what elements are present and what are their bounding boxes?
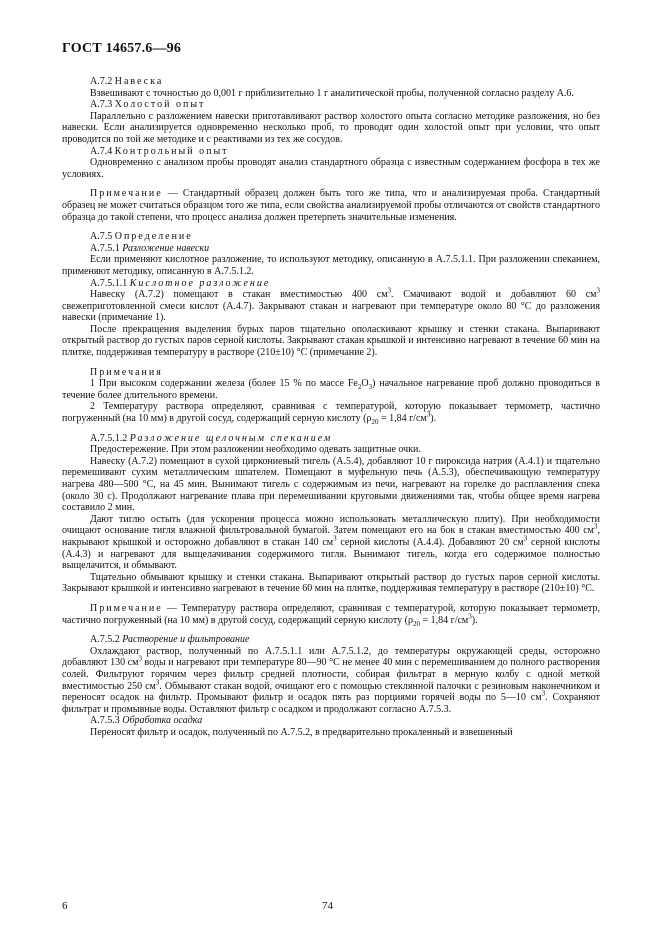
section-a751-heading: А.7.5.1 Разложение навески — [90, 242, 210, 254]
page-number-center: 74 — [322, 900, 333, 912]
section-a7511-text-2: После прекращения выделения бурых паров тщательно ополаскивают крышку и стенки стакана. Выпаривают открытый раствор до густых паров серной кислоты. Закрывают стакан крышкой и интенсивно нагревают в течение 60 мин на плитке, поддерживая температуру в растворе (210±10) °С (примечание 2). — [62, 323, 600, 359]
section-a7511-heading: А.7.5.1.1 Кислотное разложение — [90, 277, 271, 289]
section-a74-heading: А.7.4 Контрольный опыт — [90, 145, 229, 157]
section-a74-text: Одновременно с анализом пробы проводят анализ стандартного образца с известным содержанием фосфора в тех же условиях. — [62, 157, 600, 180]
section-a7511-text-1: Навеску (А.7.2) помещают в стакан вместимостью 400 $см^3$. Смачивают водой и добавляют 60 $см^3$ свежеприготовленной смеси кислот (А.4.7). Закрывают стакан и нагревают при температуре около 80 °С до разложения навески (примечание 1). — [62, 286, 600, 324]
standard-header: ГОСТ 14657.6—96 — [62, 41, 182, 56]
note-1: Примечание — Стандартный образец должен быть того же типа, что и анализируемая проба. Стандартный образец не может считаться образцом того же типа, если свойства анализируемой пробы отличаются от свойств стандартного образца до такой степени, что процесс анализа должен претерпеть значительные изменения. — [62, 188, 600, 223]
section-a73-text: Параллельно с разложением навески приготавливают раствор холостого опыта согласно методике разложения, но без навески. Если анализируется одновременно несколько проб, то проводят один холостой опыт при условии, что опыт проводится по той же методике и с реактивами из тех же сосудов. — [62, 110, 600, 145]
notes-2-label: Примечания — [90, 366, 163, 378]
section-a752-heading: А.7.5.2 Растворение и фильтрование — [90, 634, 250, 646]
section-a75-heading: А.7.5 Определение — [90, 231, 193, 243]
page-number-left: 6 — [62, 900, 68, 912]
section-a753-text: Переносят фильтр и осадок, полученный по А.7.5.2, в предварительно прокаленный и взвешенный — [90, 726, 513, 738]
section-a751-text: Если применяют кислотное разложение, то используют методику, описанную в А.7.5.1.1. При разложении спеканием, применяют методику, описанную в А.7.5.1.2. — [62, 254, 600, 277]
section-a7512-text-3: Тщательно обмывают крышку и стенки стакана. Выпаривают открытый раствор до густых паров серной кислоты. Закрывают крышкой и интенсивно нагревают в течение 60 мин на плитке, поддерживая температуру в растворе (210±10) °С. — [62, 571, 600, 595]
document-body — [62, 76, 600, 738]
section-a7512-text-1: Навеску (А.7.2) помещают в сухой циркониевый тигель (А.5.4), добавляют 10 г пироксида натрия (А.4.1) и тщательно перемешивают сухим металлическим шпателем. Помещают в муфельную печь (А.5.3), обеспечивающую температуру нагрева 480—500 °С, на 45 мин. Вынимают тигель с содержимым из печи, нагревают на горелке до расплавления спека (около 30 с). Продолжают нагревание плава при перемешивании круговыми движениями так, чтобы общее время нагрева составило 2 мин. — [62, 455, 600, 514]
note-3: Примечание — Температуру раствора определяют, сравнивая с температурой, которую показывает термометр, частично погруженный (на 10 мм) в другой сосуд, содержащий серную кислоту ($\rho_{20} = 1,84$ $г/см^3$). — [62, 602, 600, 628]
section-a72-heading: А.7.2 Навеска — [90, 76, 164, 87]
section-a7512-warning: Предостережение. При этом разложении необходимо одевать защитные очки. — [90, 444, 421, 456]
note-2-item-2: 2 Температуру раствора определяют, сравнивая с температурой, которую показывает термометр, частично погруженный (на 10 мм) в другой сосуд, содержащий серную кислоту ($\rho_{20} = 1,84$ $г/см^3$). — [62, 401, 600, 427]
note-2-item-1: 1 При высоком содержании железа (более 15 % по массе $Fe_2O_3$) начальное нагревание проб должно проводиться в течение более длительного времени. — [62, 378, 600, 401]
section-a753-heading: А.7.5.3 Обработка осадка — [90, 715, 203, 727]
section-a7512-text-2: Дают тиглю остыть (для ускорения процесса можно использовать металлическую плиту). При необходимости очищают основание тигля влажной фильтровальной бумагой. Затем помещают его на бок в стакан вместимостью 400 $см^3$, накрывают крышкой и осторожно добавляют в стакан 140 $см^3$ серной кислоты (А.4.4). Добавляют 20 $см^3$ серной кислоты (А.4.3) и нагревают для выщелачивания содержимого тигля. Вынимают тигель, когда его содержимое полностью выщелачится, и обмывают. — [62, 513, 601, 572]
section-a72-text: Взвешивают с точностью до 0,001 г приблизительно 1 г аналитической пробы, полученной согласно разделу А.6. — [90, 87, 574, 99]
section-a7512-heading: А.7.5.1.2 Разложение щелочным спеканием — [90, 432, 333, 444]
section-a752-text: Охлаждают раствор, полученный по А.7.5.1.1 или А.7.5.1.2, до температуры окружающей среды, осторожно добавляют 130 $см^3$ воды и нагревают при температуре 80—90 °С не менее 40 мин с перемешиванием до полного растворения солей. Фильтруют горячим через фильтр средней плотности, собирая фильтрат в мерную колбу с одной меткой вместимостью 250 $см^3$. Обмывают стакан водой, очищают его с помощью стеклянной палочки с резиновым наконечником и переносят осадок на фильтр. Промывают фильтр и осадок пять раз порциями горячей воды по 5—10 $см^3$. Сохраняют фильтрат и промывные воды. Оставляют фильтр с осадком и продолжают согласно А.7.5.3. — [62, 645, 600, 715]
section-a73-heading: А.7.3 Холостой опыт — [90, 99, 206, 111]
